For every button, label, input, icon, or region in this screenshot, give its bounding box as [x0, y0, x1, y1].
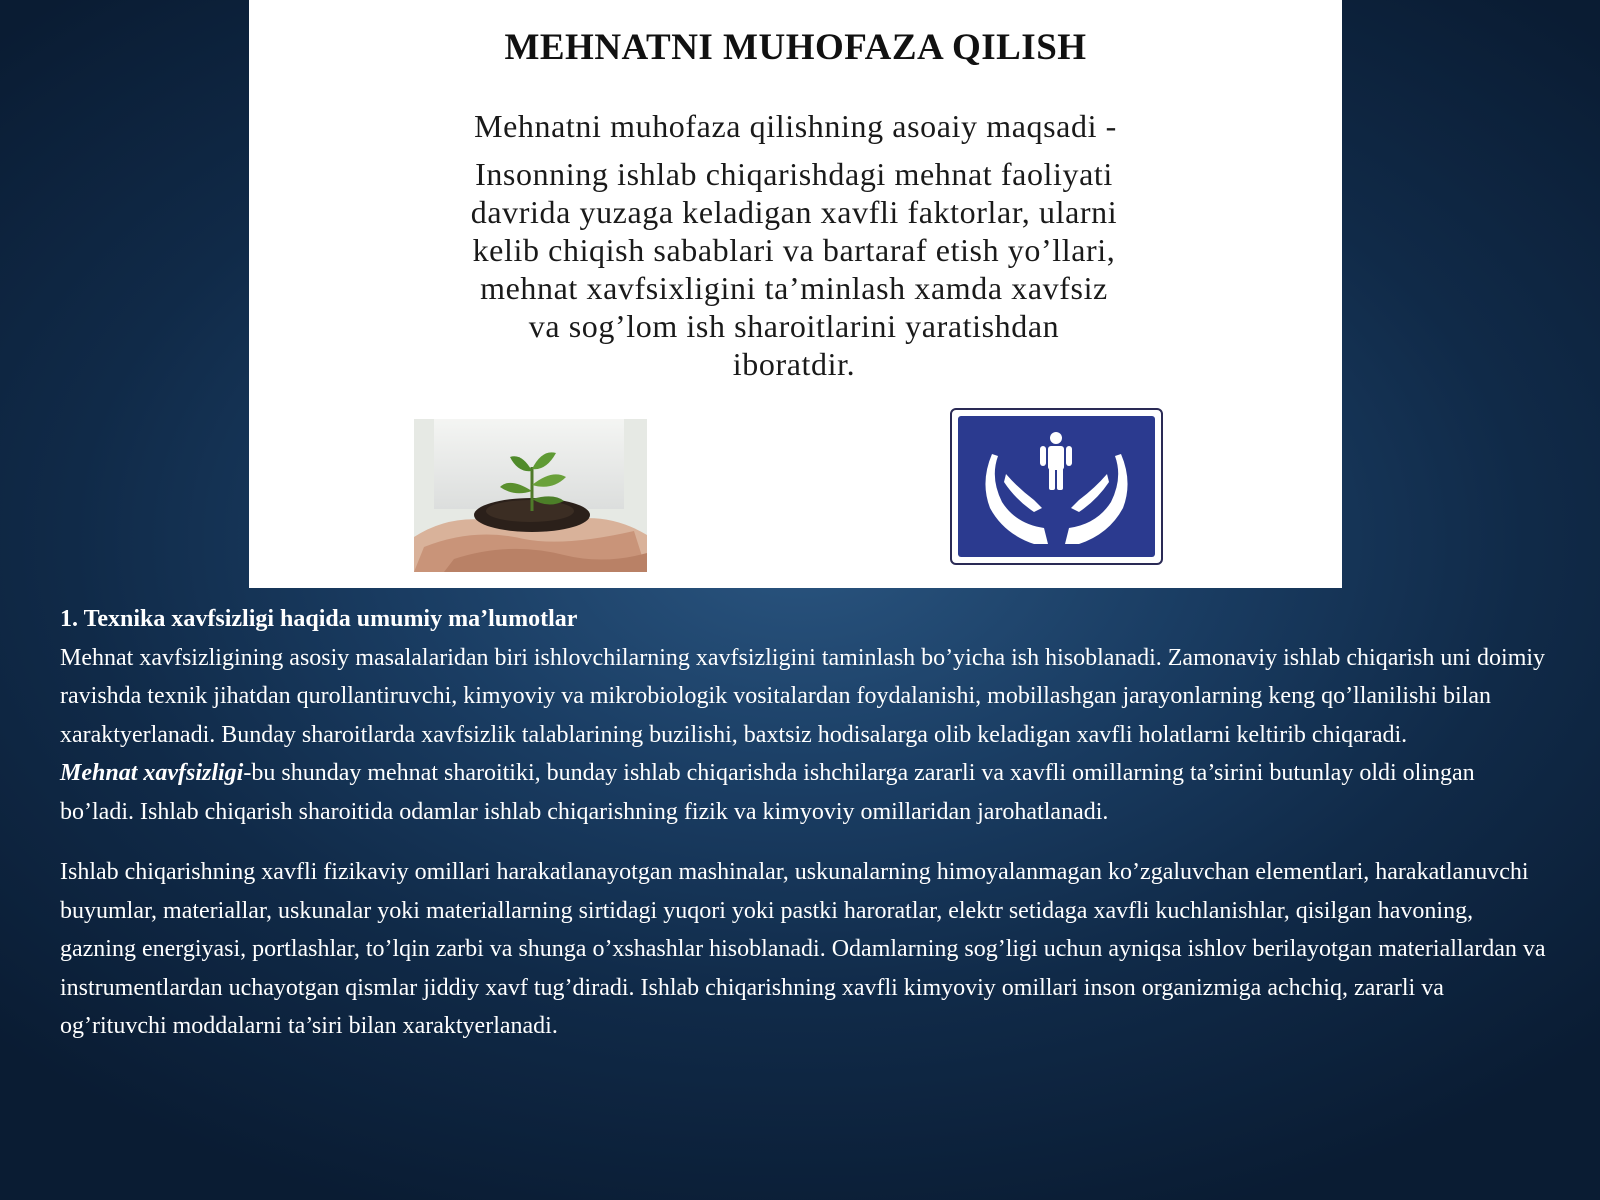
paragraph-intro: Mehnat xavfsizligining asosiy masalalaridan biri ishlovchilarning xavfsizligini taminlash bo’yicha ish hisoblanadi. Zamonaviy ishlab chiqarish uni doimiy ravishda texnik jihatdan qurollantiruvchi, kimyoviy va mikrobiologik vositalardan foydalanishi, mobillashgan jarayonlarning keng qo’llanilishi bilan xaraktyerlanadi. Bunday sharoitlarda xavfsizlik talablarining buzilishi, baxtsiz hodisalarga olib keladigan xavfli holatlarni keltirib chiqaradi. — [60, 644, 1546, 748]
slide-body-line: kelib chiqish sabablari va bartaraf etish yo’llari, — [472, 232, 1116, 268]
paragraph-physical-factors: Ishlab chiqarishning xavfli fizikaviy omillari harakatlanayotgan mashinalar, uskunalarning himoyalanmagan ko’zgaluvchan elementlari, harakatlanuvchi buyumlar, materiallar, uskunalar yoki materiallarning sirtidagi yuqori yoki pastki haroratlar, elektr setidaga xavfli kuchlanishlar, qisilgan havoning, gazning energiyasi, portlashlar, to’lqin zarbi va shunga o’xshashlar hisoblanadi. Odamlarning sog’ligi uchun ayniqsa ishlov berilayotgan materiallardan va instrumentlardan uchayotgan qismlar jiddiy xavf tug’diradi. Ishlab chiqarishning xavfli kimyoviy omillari inson organizmiga achchiq, zararli va og’rituvchi moddalarni ta’siri bilan xaraktyerlanadi. — [60, 859, 1546, 1039]
slide-body-line: va sog’lom ish sharoitlarini yaratishdan — [528, 308, 1060, 344]
hands-holding-sprout-photo — [414, 419, 647, 572]
article — [60, 600, 1550, 1046]
slide-image — [249, 0, 1342, 588]
hands-sprout-illustration — [414, 419, 647, 572]
slide-body-line: Insonning ishlab chiqarishdagi mehnat faoliyati — [475, 156, 1113, 192]
safety-sign-panel — [958, 416, 1155, 557]
definition-term: Mehnat xavfsizligi — [60, 760, 244, 786]
section-heading: 1. Texnika xavfsizligi haqida umumiy ma’lumotlar — [60, 606, 578, 632]
slide-body-line: iboratdir. — [732, 346, 856, 382]
hands-protecting-person-icon — [950, 408, 1163, 565]
paragraph-definition — [60, 754, 1550, 831]
slide-lead: Mehnatni muhofaza qilishning asoaiy maqsadi - — [474, 108, 1117, 144]
slide-body-line: mehnat xavfsixligini ta’minlash xamda xavfsiz — [480, 270, 1108, 306]
hands-person-glyph — [958, 416, 1155, 557]
slide-title: MEHNATNI MUHOFAZA QILISH — [504, 27, 1087, 68]
slide-body — [359, 155, 1229, 383]
slide-body-line: davrida yuzaga keladigan xavfli faktorlar, ularni — [470, 194, 1118, 230]
definition-text: -bu shunday mehnat sharoitiki, bunday ishlab chiqarishda ishchilarga zararli va xavfli omillarning ta’sirini butunlay oldi olingan bo’ladi. Ishlab chiqarish sharoitida odamlar ishlab chiqarishning fizik va kimyoviy omillaridan jarohatlanadi. — [60, 760, 1475, 825]
